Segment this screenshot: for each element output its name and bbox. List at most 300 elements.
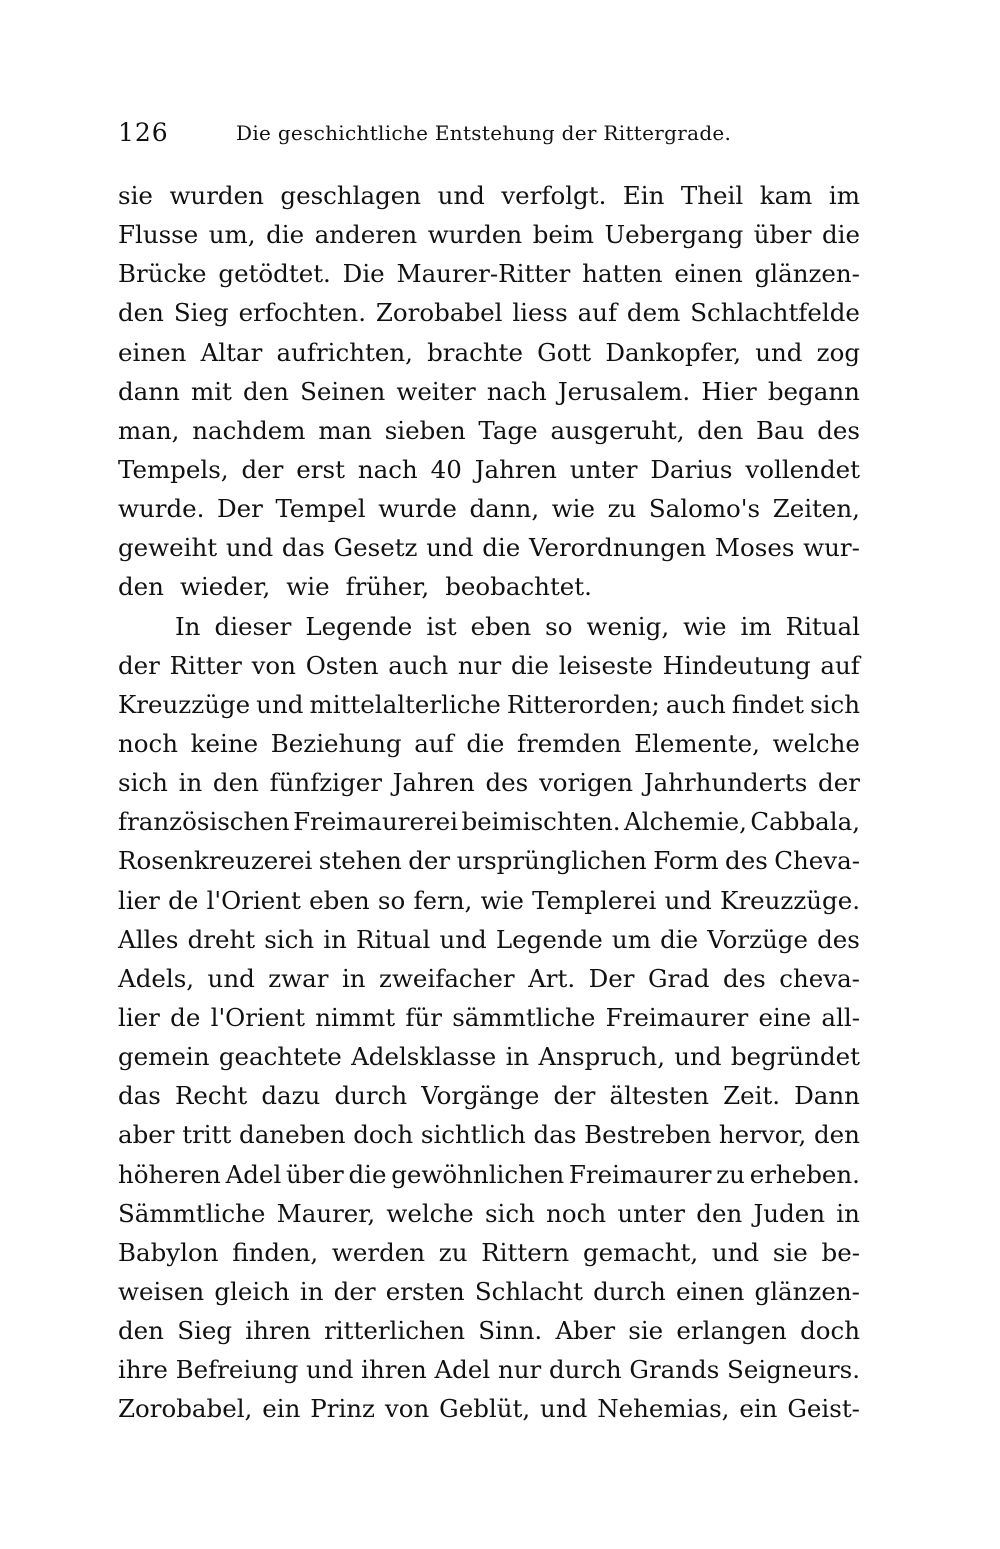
word: sich (810, 689, 860, 719)
word: wie (480, 885, 524, 915)
word: des (725, 846, 768, 876)
word: Grands (629, 1355, 720, 1385)
word: Sämmtliche (118, 1198, 266, 1228)
word: Alchemie, (624, 807, 747, 837)
word: Form (653, 846, 719, 876)
word: um, (208, 220, 256, 250)
word: Hindeutung (662, 650, 811, 680)
word: von (251, 650, 296, 680)
text-line (118, 333, 860, 372)
word: und (711, 1237, 760, 1267)
word: man (318, 415, 372, 445)
text-line (118, 998, 860, 1037)
word: Maurer, (276, 1198, 376, 1228)
word: wie (551, 494, 595, 524)
word: welche (386, 1198, 474, 1228)
text-line (118, 1389, 860, 1428)
word: Tempels, (118, 454, 229, 484)
word: durch (593, 1276, 666, 1306)
word: hervor, (718, 1120, 807, 1150)
word: Theil (680, 181, 744, 210)
word: nimmt (315, 1002, 396, 1032)
word: Art. (528, 963, 576, 993)
word: dann, (469, 494, 540, 524)
word: der (553, 1081, 596, 1111)
word: auch (388, 650, 449, 680)
word: und (225, 533, 274, 563)
word: zu (607, 494, 637, 524)
word: Sinn. (478, 1316, 543, 1346)
word: 40 (430, 454, 462, 484)
word: Adel (225, 1159, 282, 1189)
word: sichtlich (420, 1120, 526, 1150)
word: Moses (714, 533, 795, 563)
word: wenig, (586, 611, 670, 641)
word: geweiht (118, 533, 218, 563)
word: beim (532, 220, 594, 250)
text-line (118, 1194, 860, 1233)
word: in (341, 963, 366, 993)
word: Sieg (173, 298, 229, 328)
word: Tempel (275, 494, 366, 524)
word: cheva- (779, 963, 860, 993)
text-line (118, 959, 860, 998)
word: ein (262, 1394, 301, 1424)
text-line (118, 215, 860, 254)
word: mittelalterliche (309, 689, 501, 719)
word: wurden (427, 220, 523, 250)
text-line (118, 802, 860, 841)
word: Dankopfer, (605, 337, 742, 367)
word: noch (546, 1198, 607, 1228)
text-line (118, 1311, 860, 1350)
word: einen (118, 337, 187, 367)
word: wieder, (179, 572, 271, 602)
word: Alles (118, 924, 179, 954)
word: Osten (305, 650, 379, 680)
word: fremden (516, 728, 622, 758)
text-line (118, 528, 860, 567)
word: einen (674, 259, 743, 289)
word: Freimaurer (605, 1002, 749, 1032)
word: auf (414, 728, 454, 758)
word: Anspruch, (538, 1042, 665, 1072)
word: Schlachtfelde (690, 298, 860, 328)
word: nur (497, 1355, 542, 1385)
word: dreht (187, 924, 256, 954)
text-line (118, 724, 860, 763)
text-line (118, 1233, 860, 1272)
word: ältesten (609, 1081, 709, 1111)
word: in (505, 1042, 530, 1072)
word: Vorzüge (707, 924, 808, 954)
word: ihre (118, 1355, 168, 1385)
word: werden (331, 1237, 426, 1267)
word: Befreiung (175, 1355, 299, 1385)
word: den (696, 1198, 743, 1228)
text-line (118, 1037, 860, 1076)
word: Rittern (481, 1237, 570, 1267)
word: und (207, 963, 255, 993)
word: höheren (118, 1159, 221, 1189)
word: Legende (495, 924, 603, 954)
word: gemein (118, 1042, 210, 1072)
word: aber (118, 1120, 175, 1150)
word: Freimaurer (568, 1159, 712, 1189)
text-line (118, 1272, 860, 1311)
running-head: Die geschichtliche Entstehung der Rittergrade. (236, 121, 732, 145)
word: hatten (582, 259, 663, 289)
word: wurde (378, 494, 457, 524)
word: den (814, 1120, 860, 1150)
word: Dann (794, 1081, 860, 1111)
word: Legende (305, 611, 413, 641)
word: Jahren (474, 454, 557, 484)
word: den (118, 298, 164, 328)
word: gleich (214, 1276, 290, 1306)
word: Zorobabel, (118, 1394, 253, 1424)
word: aufrichten, (276, 337, 413, 367)
word: in (299, 1276, 324, 1306)
word: und (755, 337, 803, 367)
word: Zeit. (723, 1081, 781, 1111)
word: erlangen (676, 1316, 787, 1346)
word: Seigneurs. (727, 1355, 860, 1385)
word: den (243, 376, 289, 406)
word: durch (334, 1081, 408, 1111)
word: erst (296, 454, 345, 484)
word: sieben (384, 415, 466, 445)
word: Templerei (532, 885, 657, 915)
word: die (510, 650, 549, 680)
word: dieser (214, 611, 292, 641)
word: Freimaurerei (293, 807, 458, 837)
word: der (818, 768, 860, 798)
word: die (266, 220, 305, 250)
text-line (118, 646, 860, 685)
word: Seinen (300, 376, 386, 406)
word: die (466, 728, 505, 758)
word: Jahrhunderts (643, 768, 808, 798)
text-line (118, 411, 860, 450)
word: daneben (239, 1120, 346, 1150)
word: Die (342, 259, 385, 289)
word: das (118, 1081, 161, 1111)
word: zu (716, 1159, 745, 1189)
word: Kreuzzüge (118, 689, 251, 719)
word: vorigen (538, 768, 634, 798)
word: das (281, 533, 325, 563)
text-line (118, 841, 860, 880)
word: verfolgt. (501, 181, 607, 210)
word: der (118, 650, 160, 680)
word: Zeiten, (772, 494, 860, 524)
word: die (660, 924, 699, 954)
word: Recht (174, 1081, 248, 1111)
word: Tage (478, 415, 538, 445)
word: im (740, 611, 772, 641)
word: im (828, 181, 860, 210)
word: durch (548, 1355, 622, 1385)
word: Der (217, 494, 263, 524)
word: findet (731, 689, 804, 719)
word: wie (683, 611, 727, 641)
word: und (664, 885, 712, 915)
word: unter (617, 1198, 686, 1228)
word: weisen (118, 1276, 205, 1306)
word: glänzen- (754, 259, 860, 289)
word: wurde. (118, 494, 205, 524)
word: Rosenkreuzerei (118, 846, 313, 876)
word: unter (569, 454, 638, 484)
word: welche (772, 728, 860, 758)
word: geachtete (218, 1042, 342, 1072)
word: Ritual (785, 611, 860, 641)
word: fünfziger (269, 768, 382, 798)
word: fern, (413, 885, 473, 915)
word: und (426, 533, 474, 563)
word: Elemente, (634, 728, 760, 758)
word: wur- (803, 533, 860, 563)
text-line (118, 293, 860, 332)
body-text (118, 176, 860, 1429)
word: Altar (200, 337, 263, 367)
word: nach (357, 454, 418, 484)
word: eine (758, 1002, 812, 1032)
word: all- (821, 1002, 860, 1032)
text-line (118, 1155, 860, 1194)
word: Darius (650, 454, 733, 484)
text-line (118, 489, 860, 528)
word: einen (675, 1276, 745, 1306)
word: kam (759, 181, 813, 210)
word: Schlacht (474, 1276, 583, 1306)
word: und (439, 924, 487, 954)
word: sich (118, 768, 168, 798)
word: glänzen- (754, 1276, 860, 1306)
text-line (118, 1115, 860, 1154)
word: auf (820, 650, 860, 680)
word: finden, (232, 1237, 319, 1267)
word: Babylon (118, 1237, 219, 1267)
word: sämmtliche (452, 1002, 596, 1032)
word: Geist- (787, 1394, 860, 1424)
word: lier (118, 885, 160, 915)
word: Bau (756, 415, 805, 445)
word: Jerusalem. (557, 376, 691, 406)
word: um (611, 924, 651, 954)
word: wie (286, 572, 330, 602)
word: ein (739, 1394, 778, 1424)
word: leiseste (558, 650, 653, 680)
word: wurden (169, 181, 264, 210)
word: getödtet. (218, 259, 331, 289)
word: Ein (622, 181, 665, 210)
word: Uebergang (604, 220, 744, 250)
word: von (384, 1394, 430, 1424)
word: Jahren (392, 768, 475, 798)
word: ihren (245, 1316, 311, 1346)
word: ursprünglichen (456, 846, 647, 876)
word: stehen (318, 846, 402, 876)
word: auf (577, 298, 618, 328)
word: die (821, 220, 860, 250)
text-line (118, 607, 860, 646)
text-line (118, 1350, 860, 1389)
word: Gott (537, 337, 592, 367)
word: ersten (385, 1276, 465, 1306)
word: zweifacher (379, 963, 515, 993)
word: und (256, 689, 304, 719)
word: der (241, 454, 284, 484)
word: doch (800, 1316, 860, 1346)
word: begründet (730, 1042, 860, 1072)
word: Brücke (118, 259, 207, 289)
word: Juden (753, 1198, 826, 1228)
word: erheben. (749, 1159, 860, 1189)
word: über (753, 220, 812, 250)
word: Adel (434, 1355, 491, 1385)
word: früher, (345, 572, 430, 602)
word: den (118, 1316, 164, 1346)
word: der (333, 1276, 376, 1306)
word: nach (486, 376, 547, 406)
word: tritt (182, 1120, 232, 1150)
word: die (482, 533, 521, 563)
word: Salomo's (648, 494, 761, 524)
word: de (170, 1002, 201, 1032)
word: Verordnungen (529, 533, 707, 563)
word: begann (767, 376, 860, 406)
word: lier (118, 1002, 160, 1032)
word: Prinz (310, 1394, 375, 1424)
word: zwar (268, 963, 329, 993)
word: Geblüt, (439, 1394, 531, 1424)
word: dann (118, 376, 180, 406)
page-header (118, 118, 878, 154)
word: eben (470, 611, 532, 641)
word: l'Orient (206, 885, 301, 915)
word: gemacht, (582, 1237, 699, 1267)
word: sie (118, 181, 153, 210)
word: Bestreben (584, 1120, 712, 1150)
word: doch (353, 1120, 414, 1150)
word: den (212, 768, 259, 798)
word: sich (484, 1198, 535, 1228)
word: und (437, 181, 485, 210)
word: liess (512, 298, 568, 328)
word: sie (628, 1316, 664, 1346)
word: des (723, 963, 766, 993)
word: der (408, 846, 451, 876)
text-line (118, 450, 860, 489)
word: brachte (427, 337, 523, 367)
word: ist (426, 611, 457, 641)
word: den (697, 415, 744, 445)
word: und (674, 1042, 722, 1072)
word: Ritter (169, 650, 242, 680)
word: noch (118, 728, 179, 758)
word: Cheva- (774, 846, 860, 876)
word: beobachtet. (445, 572, 592, 602)
word: und (306, 1355, 354, 1385)
word: dazu (261, 1081, 321, 1111)
word: weiter (396, 376, 476, 406)
word: Nehemias, (597, 1394, 730, 1424)
word: ritterlichen (324, 1316, 465, 1346)
word: Flusse (118, 220, 199, 250)
word: Beziehung (270, 728, 402, 758)
word: eben (309, 885, 370, 915)
text-line (118, 1076, 860, 1115)
word: Adels, (118, 963, 195, 993)
word: keine (190, 728, 259, 758)
word: nachdem (192, 415, 306, 445)
word: den (118, 572, 164, 602)
word: man, (118, 415, 180, 445)
page-number: 126 (118, 118, 169, 147)
word: zog (816, 337, 860, 367)
word: Maurer-Ritter (396, 259, 571, 289)
text-line (118, 176, 860, 215)
word: so (377, 885, 406, 915)
word: geschlagen (280, 181, 422, 210)
text-line (118, 881, 860, 920)
word: des (817, 924, 860, 954)
word: Adelsklasse (351, 1042, 497, 1072)
word: Zorobabel (375, 298, 503, 328)
word: de (168, 885, 199, 915)
word: Gesetz (333, 533, 418, 563)
word: Vorgänge (421, 1081, 540, 1111)
word: des (485, 768, 529, 798)
word: Sieg (177, 1316, 233, 1346)
word: anderen (314, 220, 418, 250)
word: ausgeruht, (550, 415, 685, 445)
word: dem (626, 298, 681, 328)
word: Cabbala, (750, 807, 860, 837)
text-line (118, 372, 860, 411)
word: Grad (647, 963, 710, 993)
word: ihren (361, 1355, 427, 1385)
word: In (175, 611, 201, 641)
word: beimischten. (461, 807, 621, 837)
word: die (348, 1159, 387, 1189)
text-line (118, 254, 860, 293)
word: sich (264, 924, 315, 954)
word: Ritual (356, 924, 431, 954)
word: französischen (118, 807, 290, 837)
word: be- (821, 1237, 860, 1267)
word: über (286, 1159, 344, 1189)
word: Aber (555, 1316, 616, 1346)
word: l'Orient (210, 1002, 305, 1032)
text-line (118, 763, 860, 802)
text-line (118, 567, 860, 606)
word: Kreuzzüge. (720, 885, 860, 915)
word: zu (438, 1237, 468, 1267)
word: sie (772, 1237, 808, 1267)
word: gewöhnlichen (391, 1159, 565, 1189)
text-line (118, 685, 860, 724)
word: Ritterorden; (506, 689, 660, 719)
text-line (118, 920, 860, 959)
word: erfochten. (238, 298, 367, 328)
word: vollendet (745, 454, 860, 484)
word: auch (665, 689, 726, 719)
word: so (545, 611, 573, 641)
word: nur (457, 650, 502, 680)
